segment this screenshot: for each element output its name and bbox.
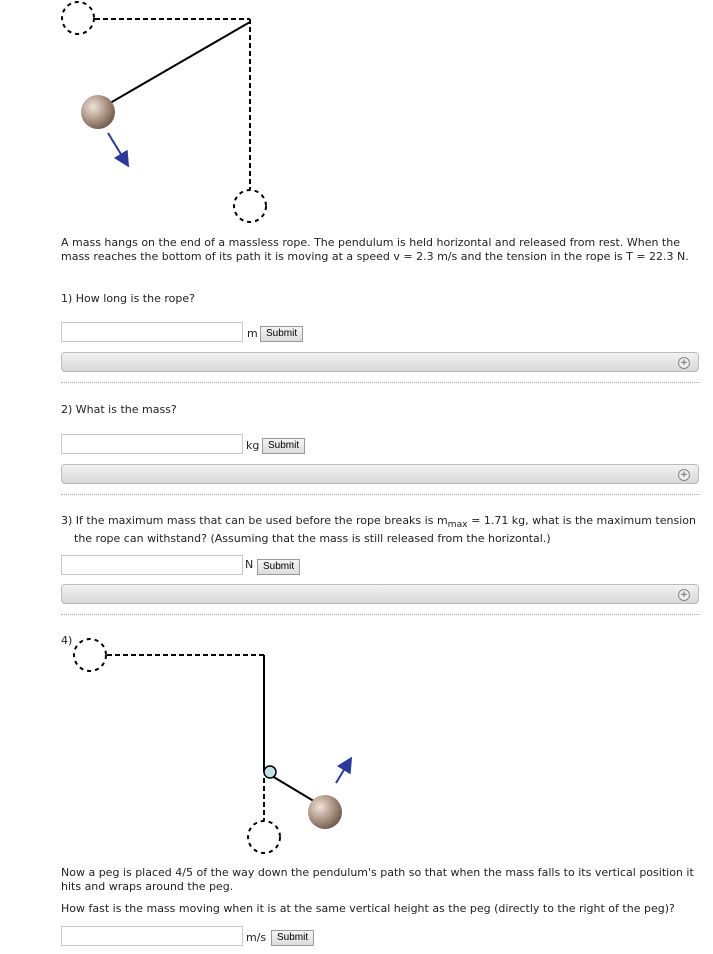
question-4-number: 4) <box>61 634 73 647</box>
question-1: 1) How long is the rope? <box>61 292 195 305</box>
expand-plus-icon[interactable]: + <box>678 357 690 369</box>
expand-plus-icon[interactable]: + <box>678 469 690 481</box>
question-3 <box>61 514 701 546</box>
hint-accordion-2[interactable] <box>61 464 699 484</box>
divider <box>61 494 699 495</box>
subscript: max <box>447 519 468 531</box>
hint-accordion-3[interactable] <box>61 584 699 604</box>
submit-4-button[interactable]: Submit <box>271 930 314 946</box>
divider <box>61 382 699 383</box>
submit-3-button[interactable]: Submit <box>257 559 300 575</box>
question-4-description: Now a peg is placed 4/5 of the way down the pendulum's path so that when the mass falls to its vertical position it hits and wraps around the peg. <box>61 866 694 893</box>
answer-3-input[interactable] <box>61 555 243 575</box>
unit-4: m/s <box>246 931 267 944</box>
unit-2: kg <box>246 439 260 452</box>
question-2: 2) What is the mass? <box>61 403 177 416</box>
problem-intro: A mass hangs on the end of a massless rope. The pendulum is held horizontal and released from rest. When the mass reaches the bottom of its path it is moving at a speed v = 2.3 m/s and the tension in the rope is T = 22.3 N. <box>61 236 689 263</box>
question-4: How fast is the mass moving when it is at the same vertical height as the peg (directly to the right of the peg)? <box>61 902 675 915</box>
unit-3: N <box>245 558 254 571</box>
question-number: 3) <box>61 514 73 527</box>
expand-plus-icon[interactable]: + <box>678 589 690 601</box>
submit-1-button[interactable]: Submit <box>260 326 303 342</box>
diagram-2 <box>74 639 350 853</box>
answer-1-input[interactable] <box>61 322 243 342</box>
answer-4-input[interactable] <box>61 926 243 946</box>
unit-1: m <box>247 327 258 340</box>
answer-2-input[interactable] <box>61 434 243 454</box>
submit-2-button[interactable]: Submit <box>262 438 305 454</box>
hint-accordion-1[interactable] <box>61 352 699 372</box>
question-text: If the maximum mass that can be used before the rope breaks is m <box>75 514 448 527</box>
question-text: = 1.71 kg, what is the maximum tension the rope can withstand? (Assuming that the mass is still released from the horizontal.) <box>74 514 696 546</box>
divider <box>61 614 699 615</box>
diagram-1 <box>62 2 266 222</box>
